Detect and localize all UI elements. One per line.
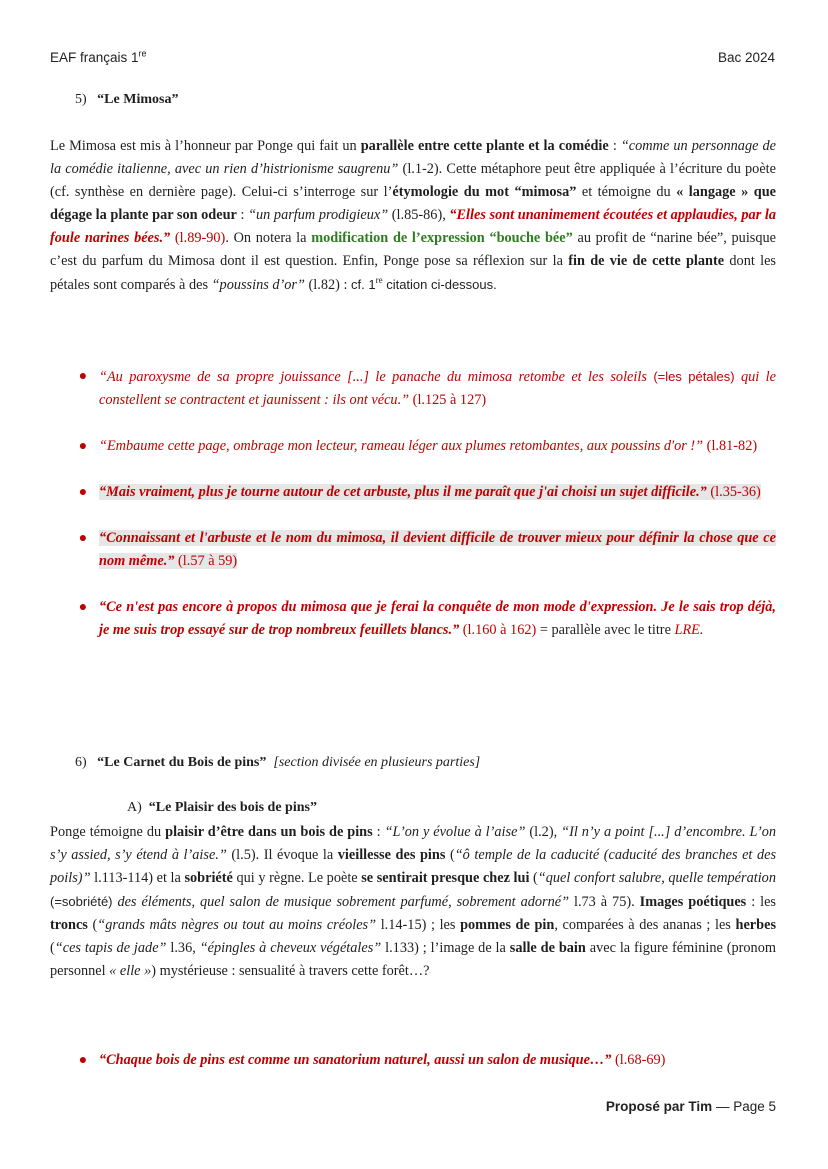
text-run: qui y règne. Le poète	[232, 870, 362, 886]
text-run: “poussins d’or”	[211, 277, 305, 293]
text-run: re	[375, 275, 383, 286]
text-run: :	[236, 207, 249, 223]
text-run: “L’on y évolue à l’aise”	[384, 824, 526, 840]
text-run: vieillesse des pins	[337, 847, 446, 863]
text-run: (l.1-2). Cette métaphore peut être appliquée à l’écriture du poète (cf. synthèse en dernière page). Celui-ci s’interroge sur l’	[50, 161, 776, 200]
text-run: “ces tapis de jade”	[54, 940, 167, 956]
text-run: des éléments, quel salon de musique sobrement parfumé, sobrement adorné”	[112, 894, 570, 910]
text-run: l.113-114) et la	[90, 870, 185, 886]
text-run: avec la figure féminine (pronom personnel	[50, 940, 776, 979]
text-run: l.133) ; l’image de la	[381, 940, 510, 956]
header-right: Bac 2024	[717, 50, 775, 65]
page-footer: Proposé par Tim — Page 5	[605, 1099, 776, 1114]
quote-text	[99, 438, 757, 454]
text-run: (l.35-36)	[706, 484, 761, 500]
text-run: . On notera la	[225, 230, 312, 246]
quote-item	[50, 481, 776, 504]
text-run: (l.82) :	[304, 277, 352, 293]
section-5-quote-list	[50, 365, 776, 642]
text-run: au profit de “narine bée”, puisque c’est du parfum du Mimosa dont il est question. Enfin, Ponge pose sa réflexion sur la	[50, 230, 777, 269]
quote-item	[50, 596, 776, 642]
text-run: “Au paroxysme de sa propre jouissance [...] le panache du mimosa retombe et les soleils	[99, 369, 654, 385]
section-5-title: 5) “Le Mimosa”	[75, 92, 179, 107]
text-run: « elle »	[109, 963, 152, 979]
text-run: (l.2),	[525, 824, 562, 840]
text-run: citation ci-dessous.	[382, 277, 497, 292]
quote-text	[99, 369, 776, 408]
quote-text	[99, 1052, 665, 1068]
text-run: (l.160 à 162)	[459, 622, 537, 638]
text-run: cf. 1	[351, 277, 376, 292]
text-run: parallèle entre cette plante et la comédie	[360, 138, 609, 154]
text-run: : les	[746, 894, 776, 910]
text-run: plaisir d’être dans un bois de pins	[165, 824, 373, 840]
text-run: (l.68-69)	[611, 1052, 666, 1068]
text-run: l.36,	[166, 940, 200, 956]
text-run: Images poétiques	[639, 894, 747, 910]
text-run: (	[445, 847, 455, 863]
text-run: étymologie du mot “mimosa”	[392, 184, 577, 200]
text-run: ) mystérieuse : sensualité à travers cette forêt…?	[151, 963, 430, 979]
text-run: « langage » que dégage la plante par son odeur	[50, 184, 776, 223]
section-6-quote-list	[50, 1049, 776, 1072]
text-run: = parallèle avec le titre	[536, 622, 675, 638]
text-run: l.14-15) ; les	[376, 917, 461, 933]
bullet-icon: ●	[78, 531, 88, 546]
text-run: “Il n’y a point [...] d’encombre. L’on s’y assied, s’y étend à l’aise.”	[50, 824, 777, 863]
text-run: LRE.	[674, 622, 704, 638]
text-run: troncs	[50, 917, 88, 933]
text-run: (l.5). Il évoque la	[226, 847, 338, 863]
text-run: :	[608, 138, 621, 154]
header-left: EAF français 1re	[50, 48, 147, 65]
text-run: fin de vie de cette plante	[568, 253, 725, 269]
quote-item	[50, 527, 776, 573]
text-run: et témoigne du	[576, 184, 677, 200]
quote-text	[99, 599, 776, 638]
section-5-paragraph	[50, 135, 776, 297]
text-run: “ô temple de la caducité (caducité des branches et des poils)”	[50, 847, 777, 886]
quote-text	[99, 484, 761, 500]
bullet-icon: ●	[78, 439, 88, 454]
text-run: pommes de pin	[460, 917, 555, 933]
text-run: (l.81-82)	[703, 438, 758, 454]
text-run: sobriété	[184, 870, 233, 886]
text-run: l.73 à 75).	[569, 894, 640, 910]
text-run: (=les pétales)	[653, 369, 735, 384]
text-run: (=sobriété)	[50, 894, 113, 909]
text-run: “Elles sont unanimement écoutées et applaudies, par la foule narines bées.”	[50, 207, 776, 246]
text-run: Le Mimosa est mis à l’honneur par Ponge qui fait un	[50, 138, 361, 154]
text-run: (l.125 à 127)	[409, 392, 487, 408]
text-run: “grands mâts nègres ou tout au moins créoles”	[97, 917, 377, 933]
bullet-icon: ●	[78, 600, 88, 615]
text-run: “comme un personnage de la comédie italienne, avec un rien d’histrionisme saugrenu”	[50, 138, 776, 177]
text-run: (l.85-86),	[388, 207, 450, 223]
text-run: se sentirait presque chez lui	[361, 870, 530, 886]
quote-text	[99, 530, 776, 569]
quote-item	[50, 1049, 776, 1072]
text-run: “Ce n'est pas encore à propos du mimosa que je ferai la conquête de mon mode d'expression. Je le sais trop déjà, je me suis trop essayé sur de trop nombreux feuillets blancs.”	[99, 599, 776, 638]
text-run: “quel confort salubre, quelle températion	[537, 870, 776, 886]
text-run: “Mais vraiment, plus je tourne autour de cet arbuste, plus il me paraît que j'ai choisi un sujet difficile.”	[99, 484, 707, 500]
text-run: “Connaissant et l'arbuste et le nom du mimosa, il devient difficile de trouver mieux pour définir la chose que ce nom même.”	[99, 530, 776, 569]
section-6-title: 6) “Le Carnet du Bois de pins” [section divisée en plusieurs parties]	[75, 755, 481, 770]
text-run: :	[372, 824, 385, 840]
bullet-icon: ●	[78, 485, 88, 500]
section-6a-title: A) “Le Plaisir des bois de pins”	[127, 800, 317, 815]
section-6-paragraph	[50, 821, 776, 983]
text-run: “Chaque bois de pins est comme un sanatorium naturel, aussi un salon de musique…”	[99, 1052, 612, 1068]
text-run: (	[529, 870, 538, 886]
quote-item	[50, 365, 776, 412]
bullet-icon: ●	[78, 369, 88, 384]
text-run: (l.57 à 59)	[174, 553, 238, 569]
quote-item	[50, 435, 776, 458]
text-run: (	[50, 940, 55, 956]
bullet-icon: ●	[78, 1053, 88, 1068]
text-run: dont les pétales sont comparés à des	[50, 253, 776, 293]
text-run: “épingles à cheveux végétales”	[199, 940, 382, 956]
text-run: (	[87, 917, 98, 933]
text-run: Ponge témoigne du	[50, 824, 166, 840]
text-run: herbes	[735, 917, 777, 933]
text-run: modification de l’expression “bouche bée”	[311, 230, 573, 246]
text-run: , comparées à des ananas ; les	[554, 917, 736, 933]
text-run: salle de bain	[509, 940, 586, 956]
text-run: qui le constellent se contractent et jaunissent : ils ont vécu.”	[99, 369, 776, 408]
text-run: “Embaume cette page, ombrage mon lecteur, rameau léger aux plumes retombantes, aux poussins d'or !”	[99, 438, 704, 454]
text-run: “un parfum prodigieux”	[248, 207, 389, 223]
text-run: (l.89-90)	[170, 230, 226, 246]
